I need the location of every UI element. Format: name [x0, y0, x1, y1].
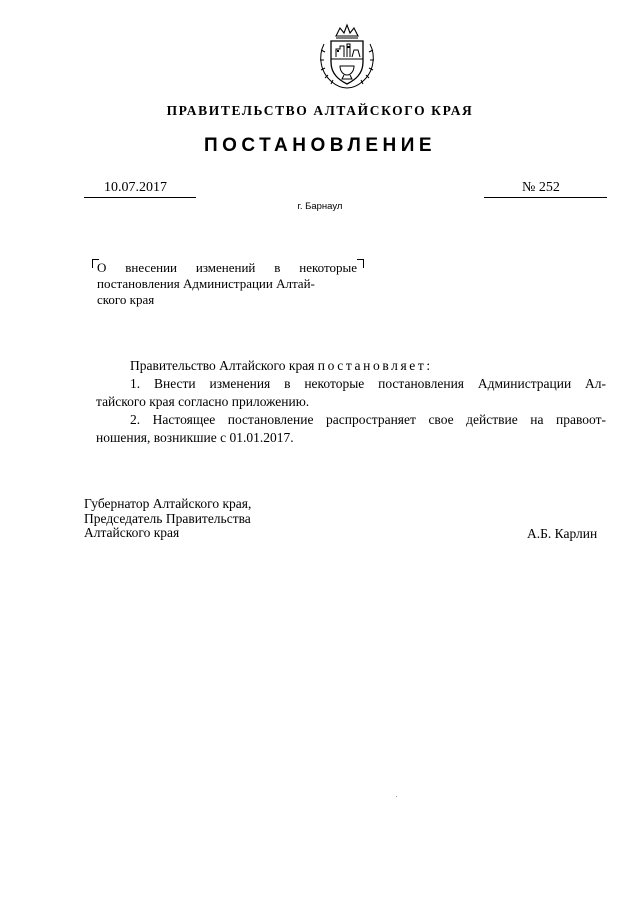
signer-name: А.Б. Карлин	[527, 526, 598, 541]
paragraph-2-line-1: 2. Настоящее постановление распространяет свое действие на правоот-	[130, 412, 606, 427]
government-title: ПРАВИТЕЛЬСТВО АЛТАЙСКОГО КРАЯ	[166, 103, 474, 118]
resolution-body	[96, 357, 606, 447]
signer-position	[84, 497, 251, 541]
signer-position-line: Губернатор Алтайского края,	[84, 496, 252, 511]
subject-bracket-right	[357, 259, 364, 268]
intro-spaced-word: постановляет	[317, 358, 427, 373]
signer-position-line: Алтайского края	[84, 525, 180, 540]
subject-line: постановления Администрации Алтай-	[97, 276, 315, 291]
subject-block	[97, 260, 357, 308]
signer-position-line: Председатель Правительства	[84, 510, 251, 526]
scan-speck	[396, 796, 397, 797]
subject-line: О внесении изменений в некоторые	[97, 260, 357, 275]
paragraph-1-line-2: тайского края согласно приложению.	[96, 394, 310, 409]
paragraph-1-line-1: 1. Внести изменения в некоторые постановления Администрации Ал-	[130, 376, 606, 391]
city: г. Барнаул	[297, 201, 343, 212]
document-number: № 252	[522, 180, 560, 195]
intro-colon: :	[426, 358, 431, 373]
date-underline	[84, 197, 196, 198]
intro-paragraph	[96, 357, 606, 375]
document-date: 10.07.2017	[104, 180, 167, 195]
paragraph-2-line-2: ношения, возникшие с 01.01.2017.	[96, 430, 294, 445]
number-underline	[484, 197, 607, 198]
document-type-title: ПОСТАНОВЛЕНИЕ	[203, 135, 437, 156]
subject-line: ского края	[97, 292, 155, 307]
intro-text: Правительство Алтайского края	[130, 358, 318, 373]
coat-of-arms-emblem	[314, 22, 380, 92]
